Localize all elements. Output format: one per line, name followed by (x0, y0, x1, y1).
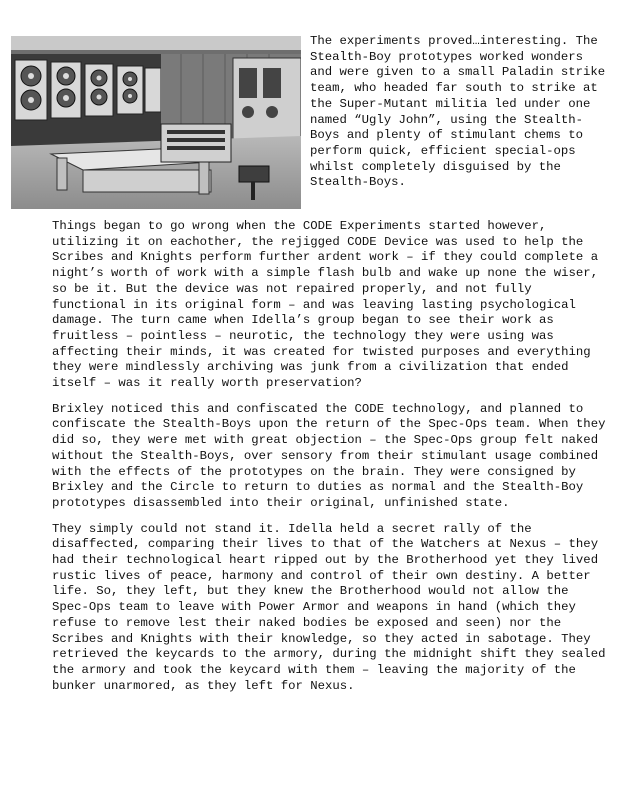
body-paragraph: Things began to go wrong when the CODE Experiments started however, utilizing it on eachother, the rejigged CODE Device was used to help the Scribes and Knights perform further ardent work – if they could complete a night’s worth of work with a simple flash bulb and wake up none the wiser, so be it. But the device was not repaired properly, and not fully functional in its original form – and was leaving lasting psychological damage. The turn came when Idella’s group began to see their work as fruitless – pointless – neurotic, the technology they were using was affecting their minds, it was created for twisted purposes and everything they were mindlessly archiving was junk from a civilization that ended itself – was it really worth preservation? (52, 219, 599, 391)
body-text (52, 219, 612, 704)
body-paragraph: Brixley noticed this and confiscated the CODE technology, and planned to confiscate the Stealth-Boys upon the return of the Spec-Ops team. When they did so, they were met with great objection – the Spec-Ops group felt naked without the Stealth-Boys, over sensory from their stimulant usage combined with the effects of the prototypes on the brain. They were consigned by Brixley and the Circle to return to duties as normal and the Stealth-Boy prototypes disassembled into their original, unfinished state. (52, 401, 606, 510)
mainframe-photo (11, 36, 301, 209)
intro-paragraph: The experiments proved…interesting. The Stealth-Boy prototypes worked wonders and were given to a small Paladin strike team, who headed far south to strike at the Super-Mutant militia led under one named “Ugly John”, using the Stealth-Boys and plenty of stimulant chems to perform quick, efficient special-ops whilst completely disguised by the Stealth-Boys. (310, 34, 606, 190)
body-paragraph: They simply could not stand it. Idella held a secret rally of the disaffected, comparing their lives to that of the Watchers at Nexus – they had their technological heart ripped out by the Brotherhood yet they lived rustic lives of peace, harmony and control of their own destiny. A better life. So, they left, but they knew the Brotherhood would not allow the Spec-Ops team to leave with Power Armor and weapons in hand (which they refuse to remove lest their naked bodies be exposed and seen) nor the Scribes and Knights with their knowledge, so they acted in sabotage. They retrieved the keycards to the armory, during the midnight shift they sealed the armory and took the keycard with them – leaving the majority of the bunker unarmored, as they left for Nexus. (52, 521, 606, 693)
